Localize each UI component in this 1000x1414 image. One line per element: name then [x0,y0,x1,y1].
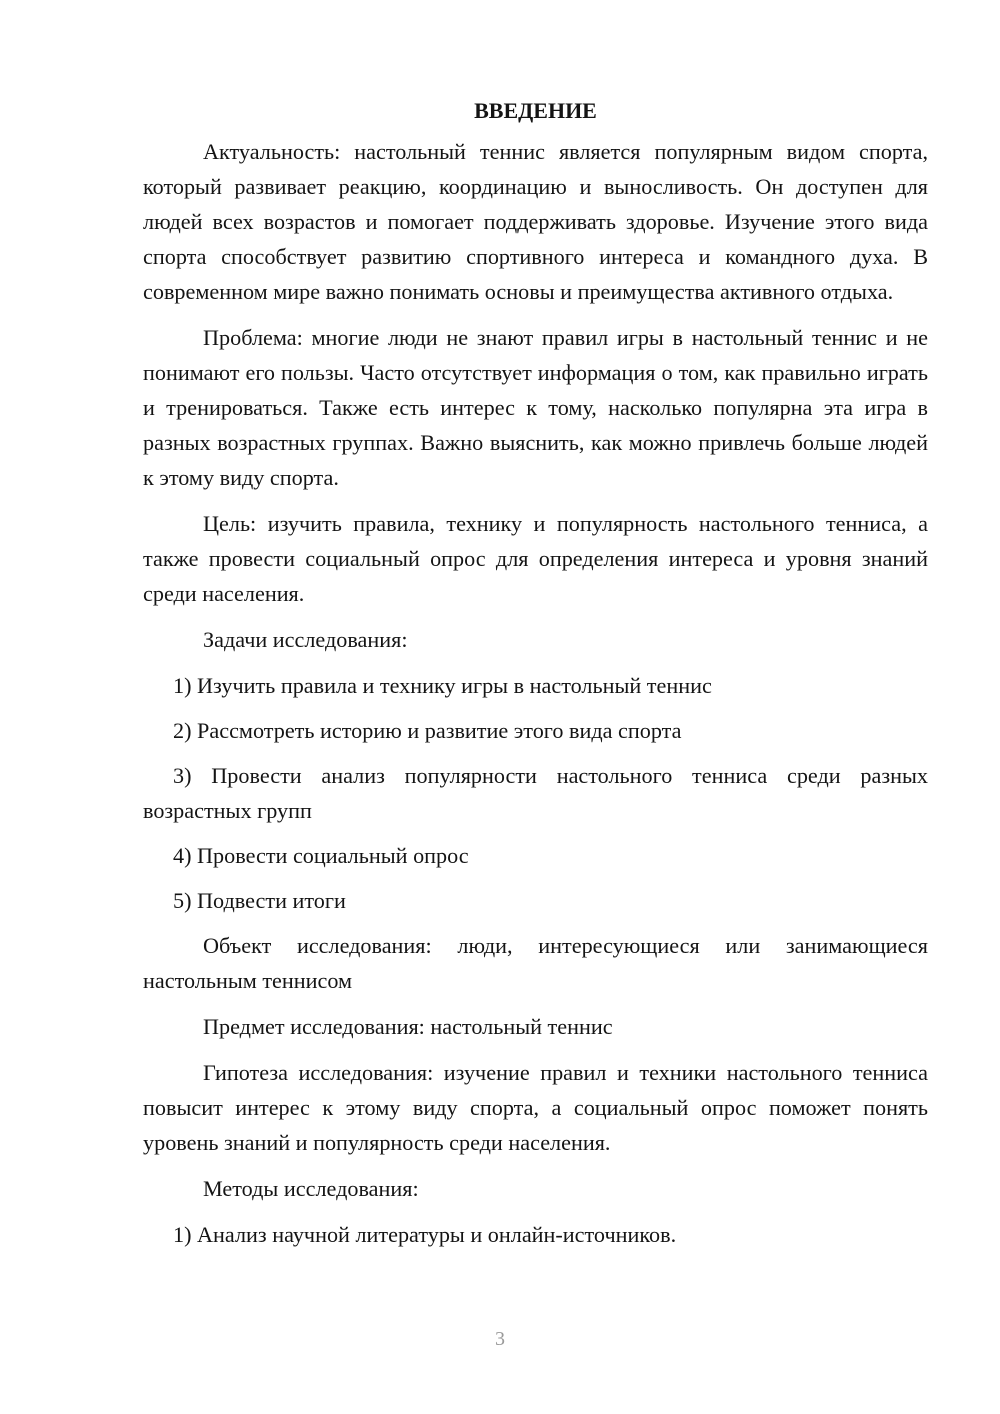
tasks-heading: Задачи исследования: [203,627,408,652]
task-item-3: 3) Провести анализ популярности настольного тенниса среди разных возрастных групп [143,763,928,823]
research-object-paragraph: Объект исследования: люди, интересующиеся или занимающиеся настольным теннисом [143,933,928,993]
method-item-1: 1) Анализ научной литературы и онлайн-источников. [173,1222,677,1247]
goal-paragraph: Цель: изучить правила, технику и популярность настольного тенниса, а также провести социальный опрос для определения интереса и уровня знаний среди населения. [143,511,928,606]
methods-heading: Методы исследования: [203,1176,419,1201]
hypothesis-paragraph: Гипотеза исследования: изучение правил и техники настольного тенниса повысит интерес к этому виду спорта, а социальный опрос поможет понять уровень знаний и популярность среди населения. [143,1060,928,1155]
task-item-4: 4) Провести социальный опрос [173,843,469,868]
relevance-paragraph: Актуальность: настольный теннис является популярным видом спорта, который развивает реакцию, координацию и выносливость. Он доступен для людей всех возрастов и помогает поддерживать здоровье. Изучение этого вида спорта способствует развитию спортивного интереса и командного духа. В современном мире важно понимать основы и преимущества активного отдыха. [143,139,928,304]
task-item-2: 2) Рассмотреть историю и развитие этого вида спорта [173,718,682,743]
page-content [143,93,928,1262]
page-number: 3 [495,1328,505,1350]
problem-paragraph: Проблема: многие люди не знают правил игры в настольный теннис и не понимают его пользы. Часто отсутствует информация о том, как правильно играть и тренироваться. Также есть интерес к тому, насколько популярна эта игра в разных возрастных группах. Важно выяснить, как можно привлечь больше людей к этому виду спорта. [143,325,928,490]
section-heading: ВВЕДЕНИЕ [474,98,597,123]
task-item-1: 1) Изучить правила и технику игры в настольный теннис [173,673,712,698]
research-subject-line: Предмет исследования: настольный теннис [203,1014,613,1039]
task-item-5: 5) Подвести итоги [173,888,346,913]
